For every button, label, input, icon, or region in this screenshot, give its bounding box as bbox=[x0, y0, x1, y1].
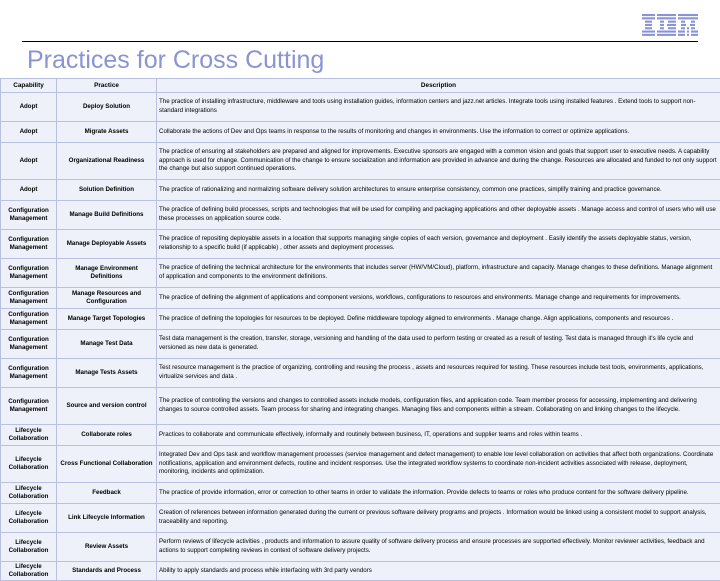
cell-practice: Solution Definition bbox=[57, 180, 157, 201]
cell-capability: Lifecycle Collaboration bbox=[1, 483, 57, 504]
table-row bbox=[1, 122, 720, 143]
cell-practice: Migrate Assets bbox=[57, 122, 157, 143]
cell-description: Integrated Dev and Ops task and workflow management processes (service management and defect management) to enable low level collaboration on activities that affect both organizations. Coordinate notifications, application and environment defects, routine and incident responses. Use the integrated workflow systems to coordinate non-incident activities associated with release, deployment, monitoring, incidents and optimization. bbox=[157, 446, 720, 483]
table-row bbox=[1, 201, 720, 230]
cell-practice: Manage Test Data bbox=[57, 330, 157, 359]
page-title: Practices for Cross Cutting bbox=[27, 45, 324, 75]
cell-practice: Organizational Readiness bbox=[57, 143, 157, 180]
cell-description: The practice of controlling the versions and changes to controlled assets include models, configuration files, and application code. Team member process for accessing, implementing and delivering changes to source controlled assets. Team process for sharing and integrating changes. Managing files and components within a stream. Collaborating on and linking changes to the lifecycle. bbox=[157, 388, 720, 425]
cell-capability: Configuration Management bbox=[1, 201, 57, 230]
cell-practice: Feedback bbox=[57, 483, 157, 504]
table-row bbox=[1, 388, 720, 425]
ibm-logo-icon bbox=[642, 14, 698, 36]
cell-capability: Configuration Management bbox=[1, 359, 57, 388]
cell-capability: Configuration Management bbox=[1, 330, 57, 359]
cell-description: Collaborate the actions of Dev and Ops teams in response to the results of monitoring and changes in environments. Use the information to correct or optimize applications. bbox=[157, 122, 720, 143]
cell-capability: Lifecycle Collaboration bbox=[1, 504, 57, 533]
cell-practice: Manage Deployable Assets bbox=[57, 230, 157, 259]
table-row bbox=[1, 93, 720, 122]
cell-capability: Lifecycle Collaboration bbox=[1, 533, 57, 562]
cell-practice: Collaborate roles bbox=[57, 425, 157, 446]
practices-table bbox=[0, 78, 720, 581]
table-row bbox=[1, 359, 720, 388]
table-row bbox=[1, 330, 720, 359]
cell-description: Perform reviews of lifecycle activities , products and information to assure quality of software delivery process and ensure processes are supported effectively. Monitor reviewer activities, feedback and actions to support completing reviews in context of software delivery projects. bbox=[157, 533, 720, 562]
cell-capability: Adopt bbox=[1, 143, 57, 180]
table-row bbox=[1, 288, 720, 309]
cell-description: The practice of provide information, error or correction to other teams in order to validate the information. Provide defects to teams or roles who produce content for the software delivery pipeline. bbox=[157, 483, 720, 504]
cell-practice: Source and version control bbox=[57, 388, 157, 425]
cell-practice: Deploy Solution bbox=[57, 93, 157, 122]
cell-capability: Configuration Management bbox=[1, 388, 57, 425]
table-body bbox=[1, 93, 720, 581]
cell-capability: Adopt bbox=[1, 180, 57, 201]
cell-description: The practice of defining the technical architecture for the environments that includes server (HW/VM/Cloud), platform, infrastructure and capacity. Manage changes to these definitions. Manage alignment of application and components to the environment definitions. bbox=[157, 259, 720, 288]
cell-practice: Cross Functional Collaboration bbox=[57, 446, 157, 483]
cell-practice: Link Lifecycle Information bbox=[57, 504, 157, 533]
cell-description: The practice of installing infrastructure, middleware and tools using installation guides, information centers and jazz.net articles. Integrate tools using installed features . Extend tools to support non-standard integrations bbox=[157, 93, 720, 122]
cell-practice: Manage Target Topologies bbox=[57, 309, 157, 330]
table-row bbox=[1, 425, 720, 446]
cell-capability: Configuration Management bbox=[1, 230, 57, 259]
cell-description: Creation of references between information generated during the current or previous software delivery programs and projects . Information would be linked using a consistent model to support analysis, traceability and reporting. bbox=[157, 504, 720, 533]
table-row bbox=[1, 533, 720, 562]
cell-practice: Manage Build Definitions bbox=[57, 201, 157, 230]
table-row bbox=[1, 309, 720, 330]
cell-capability: Configuration Management bbox=[1, 288, 57, 309]
cell-capability: Configuration Management bbox=[1, 309, 57, 330]
cell-description: The practice of defining the alignment of applications and component versions, workflows, configurations to resources and environments. Manage change and requirements for improvements. bbox=[157, 288, 720, 309]
cell-capability: Lifecycle Collaboration bbox=[1, 446, 57, 483]
cell-description: Test data management is the creation, transfer, storage, versioning and handling of the data used to perform testing or created as a result of testing. Test data is managed through it's life cycle and versioned as new data is generated. bbox=[157, 330, 720, 359]
table-row bbox=[1, 483, 720, 504]
cell-practice: Manage Resources and Configuration bbox=[57, 288, 157, 309]
column-header-practice: Practice bbox=[57, 79, 157, 93]
practices-table-container bbox=[0, 78, 720, 581]
cell-description: Practices to collaborate and communicate effectively, informally and routinely between business, IT, operations and supplier teams and roles within teams . bbox=[157, 425, 720, 446]
cell-description: The practice of defining build processes, scripts and technologies that will be used for compiling and packaging applications and other deployable assets . Manage access and control of users who will use these processes on application source code. bbox=[157, 201, 720, 230]
cell-capability: Configuration Management bbox=[1, 259, 57, 288]
table-row bbox=[1, 562, 720, 581]
cell-practice: Standards and Process bbox=[57, 562, 157, 581]
cell-description: The practice of repositing deployable assets in a location that supports managing single copies of each version, governance and deployment . Easily identify the assets deployable status, version, relationship to a specific build (if applicable) , other assets and deployment processes. bbox=[157, 230, 720, 259]
cell-description: The practice of ensuring all stakeholders are prepared and aligned for improvements. Executive sponsors are engaged with a common vision and goals that support user to executive needs. A capability approach is used for change. Communication of the change to ensure socialization and information are provided in advance and during the change. Resources are allocated and funded to not only support the change but also support continued operations. bbox=[157, 143, 720, 180]
table-header bbox=[1, 79, 720, 93]
column-header-capability: Capability bbox=[1, 79, 57, 93]
table-row bbox=[1, 446, 720, 483]
column-header-description: Description bbox=[157, 79, 720, 93]
cell-description: The practice of defining the topologies for resources to be deployed. Define middleware topology aligned to environments . Manage change. Align applications, components and resources . bbox=[157, 309, 720, 330]
cell-capability: Lifecycle Collaboration bbox=[1, 425, 57, 446]
cell-practice: Manage Tests Assets bbox=[57, 359, 157, 388]
table-row bbox=[1, 230, 720, 259]
table-row bbox=[1, 259, 720, 288]
cell-description: Test resource management is the practice of organizing, controlling and reusing the process , assets and resources required for testing. These resources include test tools, environments, applications, virtualize services and data . bbox=[157, 359, 720, 388]
table-row bbox=[1, 180, 720, 201]
cell-practice: Review Assets bbox=[57, 533, 157, 562]
table-row bbox=[1, 504, 720, 533]
cell-description: The practice of rationalizing and normalizing software delivery solution architectures to ensure enterprise consistency, common one practices, simplify training and practice governance. bbox=[157, 180, 720, 201]
cell-capability: Lifecycle Collaboration bbox=[1, 562, 57, 581]
cell-capability: Adopt bbox=[1, 122, 57, 143]
cell-description: Ability to apply standards and process while interfacing with 3rd party vendors bbox=[157, 562, 720, 581]
table-row bbox=[1, 143, 720, 180]
table-header-row bbox=[1, 79, 720, 93]
header-divider bbox=[22, 41, 698, 42]
cell-practice: Manage Environment Definitions bbox=[57, 259, 157, 288]
cell-capability: Adopt bbox=[1, 93, 57, 122]
